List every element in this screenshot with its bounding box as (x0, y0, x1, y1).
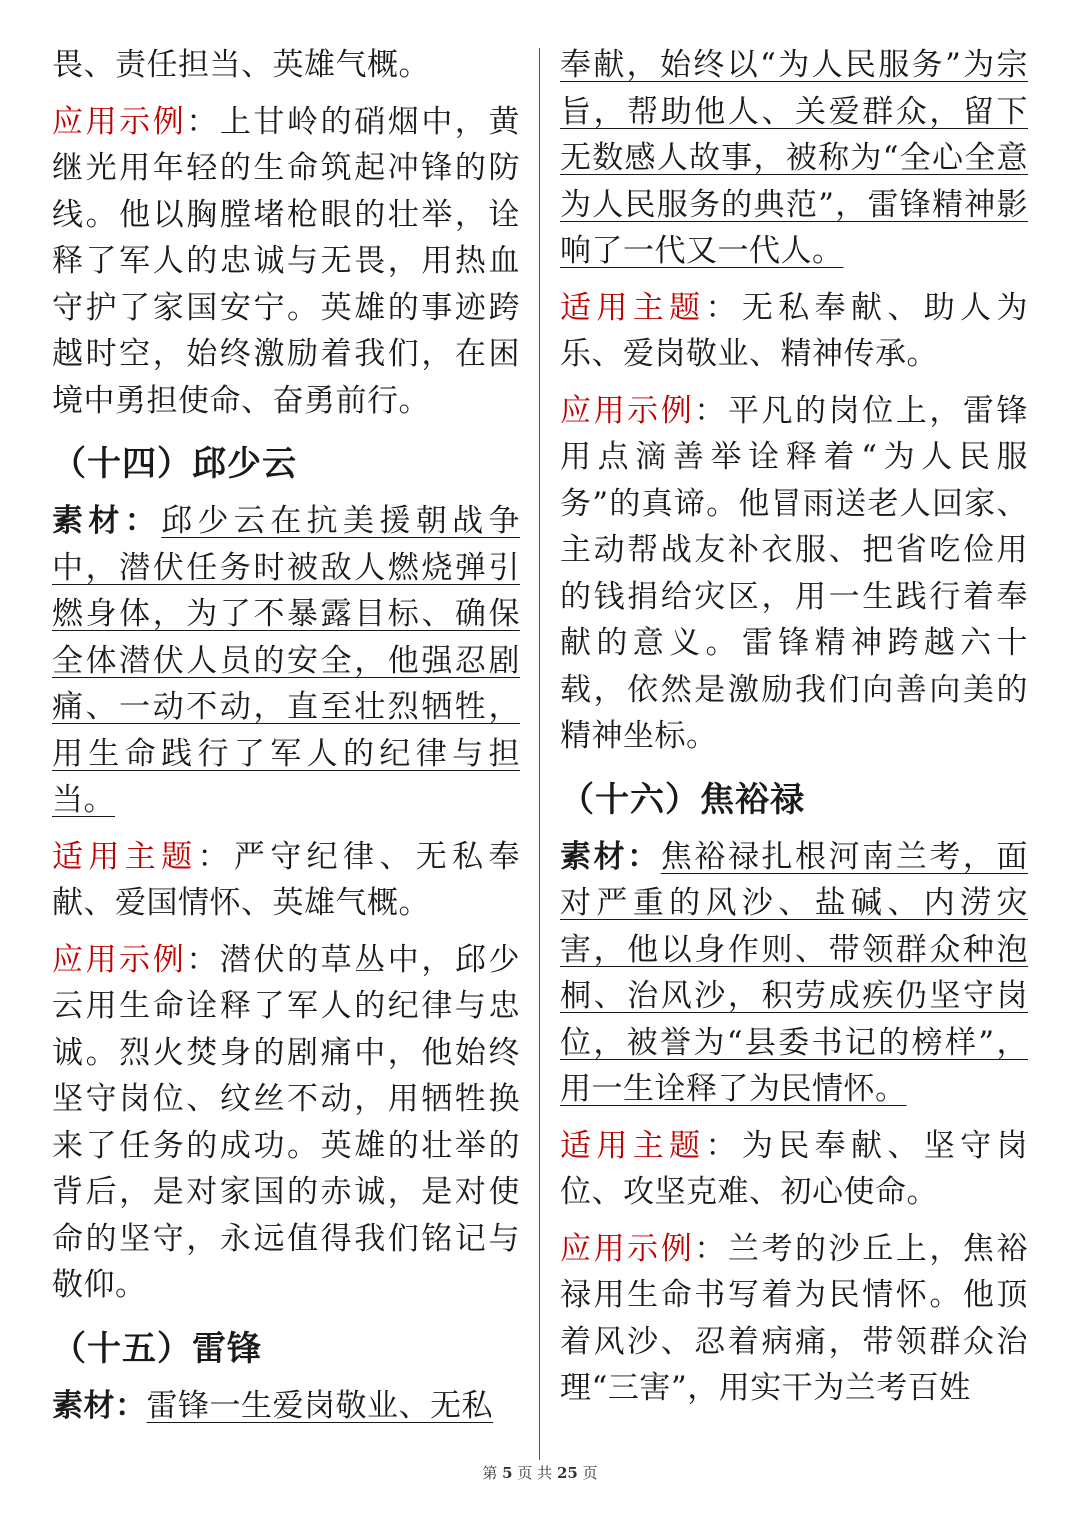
applicable-theme-text: 无私奉献、助人为乐、爱岗敬业、精神传承。 (560, 289, 1028, 372)
application-example-text: 潜伏的草丛中，邱少云用生命诠释了军人的纪律与忠诚。烈火焚身的剧痛中，他始终坚守岗位、纹丝不动，用牺牲换来了任务的成功。英雄的壮举的背后，是对家国的赤诚，是对使命的坚守，永远值得我们铭记与敬仰。 (52, 941, 521, 1303)
material (560, 834, 1028, 1113)
colon: ： (627, 838, 661, 875)
left-column (52, 42, 520, 1439)
footer-suffix: 页 (582, 1464, 598, 1482)
material (52, 1383, 520, 1430)
colon: ： (186, 941, 220, 978)
application-example (52, 99, 520, 425)
application-example-text: 兰考的沙丘上，焦裕禄用生命书写着为民情怀。他顶着风沙、忍着病痛，带领群众治理“三害”，用实干为兰考百姓 (560, 1230, 1029, 1406)
applicable-theme-label: 适用主题 (560, 289, 706, 326)
application-example-label: 应用示例 (52, 941, 187, 978)
applicable-theme (52, 834, 520, 927)
colon: ： (705, 1127, 742, 1164)
applicable-theme-label: 适用主题 (52, 838, 198, 875)
application-example-label: 应用示例 (560, 1230, 695, 1267)
material-label: 素材 (52, 503, 125, 539)
colon: ： (197, 838, 234, 875)
applicable-theme (560, 285, 1028, 378)
colon: ： (694, 1230, 728, 1267)
column-divider (539, 48, 540, 1460)
material-text: 邱少云在抗美援朝战争中，潜伏任务时被敌人燃烧弹引燃身体，为了不暴露目标、确保全体潜伏人员的安全，他强忍剧痛、一动不动，直至壮烈牺牲，用生命践行了军人的纪律与担当。 (52, 503, 520, 818)
material-continued (560, 42, 1028, 275)
application-example (560, 388, 1028, 760)
page-footer (0, 1462, 1080, 1483)
applicable-theme-text: 严守纪律、无私奉献、爱国情怀、英雄气概。 (52, 838, 520, 921)
page-number: 5 (502, 1464, 513, 1482)
footer-prefix: 第 (482, 1464, 498, 1482)
colon: ： (705, 289, 742, 326)
material (52, 498, 520, 824)
application-example-text: 上甘岭的硝烟中，黄继光用年轻的生命筑起冲锋的防线。他以胸膛堵枪眼的壮举，诠释了军人的忠诚与无畏，用热血守护了家国安宁。英雄的事迹跨越时空，始终激励着我们，在困境中勇担使命、奋勇前行。 (52, 103, 521, 419)
material-text: 奉献，始终以“为人民服务”为宗旨，帮助他人、关爱群众，留下无数感人故事，被称为“全心全意为人民服务的典范”，雷锋精神影响了一代又一代人。 (560, 47, 1028, 269)
application-example-label: 应用示例 (52, 103, 187, 140)
paragraph-text: 畏、责任担当、英雄气概。 (52, 47, 430, 83)
material-label: 素材 (52, 1387, 115, 1424)
applicable-theme (560, 1123, 1028, 1216)
colon: ： (115, 1387, 147, 1424)
application-example (52, 937, 520, 1309)
material-text: 雷锋一生爱岗敬业、无私 (146, 1387, 493, 1424)
footer-middle: 页 共 (517, 1464, 553, 1482)
material-text: 焦裕禄扎根河南兰考，面对严重的风沙、盐碱、内涝灾害，他以身作则、带领群众种泡桐、治风沙，积劳成疾仍坚守岗位，被誉为“县委书记的榜样”，用一生诠释了为民情怀。 (560, 838, 1029, 1107)
application-example-label: 应用示例 (560, 392, 695, 429)
applicable-theme-label: 适用主题 (560, 1127, 706, 1164)
material-label: 素材 (560, 838, 628, 875)
right-column (560, 42, 1028, 1422)
section-heading-15: （十五）雷锋 (52, 1328, 262, 1369)
section-heading-14: （十四）邱少云 (52, 444, 297, 484)
applicable-theme-text: 为民奉献、坚守岗位、攻坚克难、初心使命。 (560, 1127, 1028, 1210)
paragraph (52, 42, 520, 89)
application-example (560, 1226, 1028, 1412)
total-pages: 25 (556, 1464, 578, 1482)
colon: ： (694, 392, 728, 429)
colon: ： (124, 503, 162, 539)
application-example-text: 平凡的岗位上，雷锋用点滴善举诠释着“为人民服务”的真谛。他冒雨送老人回家、主动帮战友补衣服、把省吃俭用的钱捐给灾区，用一生践行着奉献的意义。雷锋精神跨越六十载，依然是激励我们向善向美的精神坐标。 (560, 392, 1029, 754)
section-heading-16: （十六）焦裕禄 (560, 779, 805, 820)
colon: ： (186, 103, 220, 140)
